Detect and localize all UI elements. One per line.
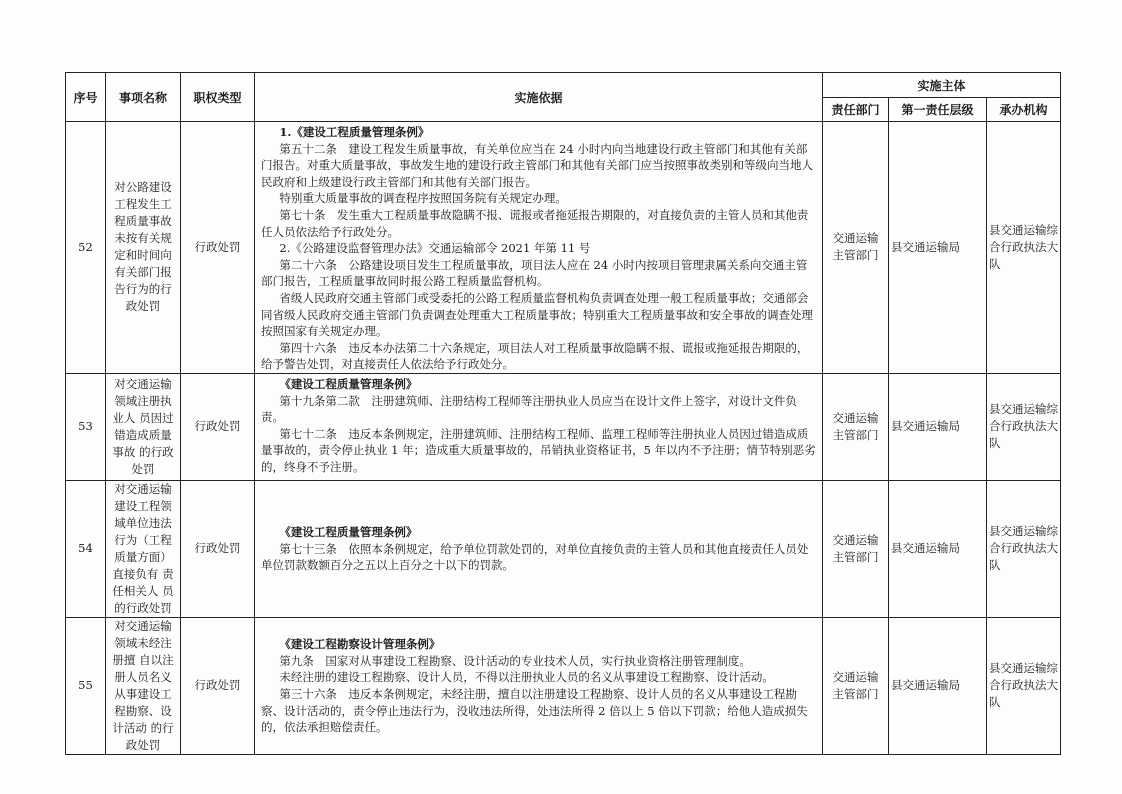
- row-responsible-dept: 交通运输主管部门: [823, 480, 889, 617]
- row-first-level: 县交通运输局: [889, 373, 987, 480]
- header-item-name: 事项名称: [106, 73, 181, 122]
- basis-heading: 《建设工程勘察设计管理条例》: [279, 637, 441, 652]
- basis-paragraph: 第四十六条 违反本办法第二十六条规定，项目法人对工程质量事故隐瞒不报、谎报或拖延报告期限的，给予警告处罚，对直接责任人依法给予行政处分。: [261, 340, 809, 372]
- basis-paragraph: 第十九条第二款 注册建筑师、注册结构工程师等注册执业人员应当在设计文件上签字，对设计文件负责。: [261, 393, 797, 425]
- header-subject: 实施主体: [823, 73, 1061, 98]
- basis-paragraph: 特别重大质量事故的调查程序按照国务院有关规定办理。: [279, 191, 567, 206]
- row-agency: 县交通运输综合行政执法大队: [987, 480, 1061, 617]
- table-row: [66, 617, 1061, 754]
- row-basis: [255, 122, 823, 374]
- row-seq: 53: [66, 373, 106, 480]
- row-agency: 县交通运输综合行政执法大队: [987, 373, 1061, 480]
- row-power-type: 行政处罚: [181, 122, 255, 374]
- row-power-type: 行政处罚: [181, 373, 255, 480]
- basis-paragraph: 省级人民政府交通主管部门或受委托的公路工程质量监督机构负责调查处理一般工程质量事故；交通部会同省级人民政府交通主管部门负责调查处理重大工程质量事故；特别重大工程质量事故和安全事故的调查处理按照国家有关规定办理。: [261, 290, 813, 339]
- enforcement-table: [65, 72, 1061, 755]
- basis-heading: 1.《建设工程质量管理条例》: [279, 125, 430, 139]
- basis-paragraph: 第二十六条 公路建设项目发生工程质量事故，项目法人应在 24 小时内按项目管理隶属关系向交通主管部门报告，工程质量事故同时报公路工程质量监督机构。: [261, 257, 808, 289]
- basis-heading: 《建设工程质量管理条例》: [279, 525, 418, 540]
- row-seq: 52: [66, 122, 106, 374]
- row-power-type: 行政处罚: [181, 617, 255, 754]
- row-first-level: 县交通运输局: [889, 617, 987, 754]
- row-responsible-dept: 交通运输主管部门: [823, 373, 889, 480]
- row-agency: 县交通运输综合行政执法大队: [987, 122, 1061, 374]
- row-basis: [255, 373, 823, 480]
- header-first-level: 第一责任层级: [889, 98, 987, 122]
- header-power-type: 职权类型: [181, 73, 255, 122]
- row-power-type: 行政处罚: [181, 480, 255, 617]
- row-seq: 55: [66, 617, 106, 754]
- row-item-name: 对交通运输领域未经注册擅 自以注册人员名义从事建设工程勘察、设计活动 的行政处罚: [106, 617, 181, 754]
- row-basis: [255, 617, 823, 754]
- basis-paragraph: 第五十二条 建设工程发生质量事故，有关单位应当在 24 小时内向当地建设行政主管部门和其他有关部门报告。对重大质量事故，事故发生地的建设行政主管部门和其他有关部门应当按照事故类别和等级向当地人民政府和上级建设行政主管部门和其他有关部门报告。: [261, 141, 813, 189]
- table-row: [66, 480, 1061, 617]
- basis-heading: 《建设工程质量管理条例》: [279, 376, 418, 391]
- row-first-level: 县交通运输局: [889, 480, 987, 617]
- row-first-level: 县交通运输局: [889, 122, 987, 374]
- basis-paragraph: 未经注册的建设工程勘察、设计人员，不得以注册执业人员的名义从事建设工程勘察、设计活动。: [279, 670, 774, 685]
- row-item-name: 对公路建设工程发生工程质量事故未按有关规定和时间向有关部门报告行为的行政处罚: [106, 122, 181, 374]
- row-item-name: 对交通运输领域注册执业人 员因过错造成质量事故 的行政处罚: [106, 373, 181, 480]
- basis-paragraph: 第七十条 发生重大工程质量事故隐瞒不报、谎报或者拖延报告期限的，对直接负责的主管人员和其他责任人员依法给予行政处分。: [261, 207, 809, 239]
- row-responsible-dept: 交通运输主管部门: [823, 122, 889, 374]
- row-basis: [255, 480, 823, 617]
- header-basis: 实施依据: [255, 73, 823, 122]
- basis-paragraph: 2.《公路建设监督管理办法》交通运输部令 2021 年第 11 号: [279, 241, 591, 256]
- row-seq: 54: [66, 480, 106, 617]
- header-agency: 承办机构: [987, 98, 1061, 122]
- row-item-name: 对交通运输建设工程领域单位违法行为（工程质量方面）直接负有 责任相关人 员的行政处罚: [106, 480, 181, 617]
- table-row: [66, 373, 1061, 480]
- table-row: [66, 122, 1061, 374]
- row-agency: 县交通运输综合行政执法大队: [987, 617, 1061, 754]
- row-responsible-dept: 交通运输主管部门: [823, 617, 889, 754]
- basis-paragraph: 第七十二条 违反本条例规定，注册建筑师、注册结构工程师、监理工程师等注册执业人员因过错造成质量事故的，责令停止执业 1 年；造成重大质量事故的，吊销执业资格证书，5 年以内不予注册；情节特别恶劣的，终身不予注册。: [261, 426, 816, 474]
- header-seq: 序号: [66, 73, 106, 122]
- basis-paragraph: 第三十六条 违反本条例规定，未经注册，擅自以注册建设工程勘察、设计人员的名义从事建设工程勘察、设计活动的，责令停止违法行为，没收违法所得，处违法所得 2 倍以上 5 倍以下罚款；给他人造成损失的，依法承担赔偿责任。: [261, 686, 808, 735]
- basis-paragraph: 第九条 国家对从事建设工程勘察、设计活动的专业技术人员，实行执业资格注册管理制度。: [279, 653, 751, 668]
- header-responsible-dept: 责任部门: [823, 98, 889, 122]
- basis-paragraph: 第七十三条 依照本条例规定，给予单位罚款处罚的，对单位直接负责的主管人员和其他直接责任人员处单位罚款数额百分之五以上百分之十以下的罚款。: [261, 541, 809, 573]
